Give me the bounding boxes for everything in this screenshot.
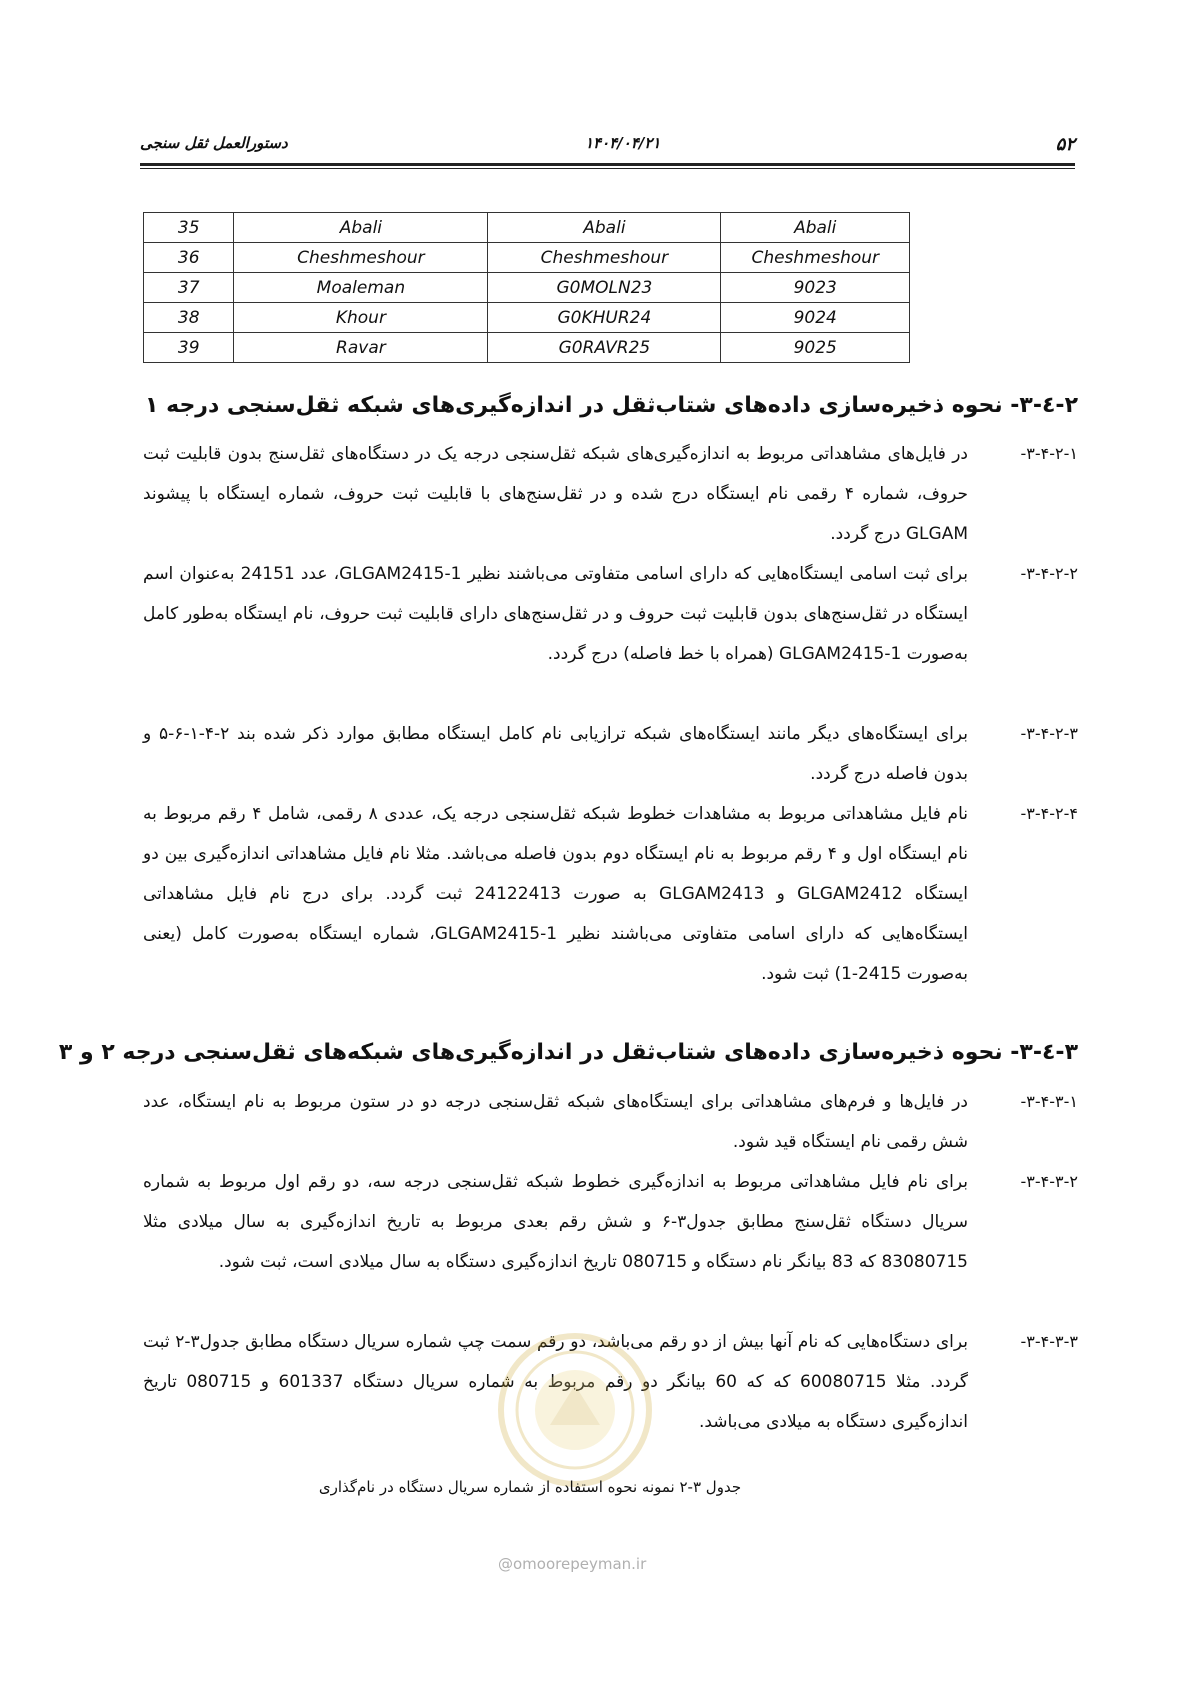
table-cell: Abali [721,213,910,243]
table-row [144,303,910,333]
header-rule-thick [140,163,1075,166]
table-cell: G0KHUR24 [488,303,721,333]
paragraph-item [143,1162,1078,1282]
table-cell: Cheshmeshour [721,243,910,273]
paragraph-number: ۳-۴-۲-۱- [1020,444,1078,463]
page-number: ۵۲ [1055,134,1075,155]
paragraph-text: در فایل‌های مشاهداتی مربوط به اندازه‌گیری‌های شبکه ثقل‌سنجی درجه یک در دستگاه‌های ثقل‌سنج بدون قابلیت ثبت حروف، شماره ۴ رقمی نام ایستگاه درج شده و در ثقل‌سنج‌های با قابلیت ثبت حروف، شماره ایستگاه با پیشوند GLGAM درج گردد. [143,444,968,544]
table-cell: G0RAVR25 [488,333,721,363]
paragraph-item [143,554,1078,674]
table-cell: Cheshmeshour [234,243,488,273]
paragraph-number: ۳-۴-۲-۴- [1020,804,1078,823]
paragraph-number: ۳-۴-۳-۲- [1020,1172,1078,1191]
paragraph-number: ۳-۴-۳-۱- [1020,1092,1078,1111]
paragraph-text: برای ایستگاه‌های دیگر مانند ایستگاه‌های شبکه ترازیابی نام کامل ایستگاه مطابق موارد ذکر شده بند ۲-۴-۱-۶-۵ و بدون فاصله درج گردد. [143,724,968,784]
table-cell: Khour [234,303,488,333]
table-cell: Cheshmeshour [488,243,721,273]
paragraph-number: ۳-۴-۲-۳- [1020,724,1078,743]
table-row [144,333,910,363]
table-cell: Moaleman [234,273,488,303]
table-cell: 35 [144,213,234,243]
table-cell: 37 [144,273,234,303]
paragraph-item [143,1082,1078,1162]
paragraph-text: برای دستگاه‌هایی که نام آنها بیش از دو رقم می‌باشد، دو رقم سمت چپ شماره سریال دستگاه مطابق جدول۳-۲ ثبت گردد. مثلا 60080715 که که 60 بیانگر دو رقم مربوط به شماره سریال دستگاه 601337 و 080715 تاریخ اندازه‌گیری دستگاه به میلادی می‌باشد. [143,1332,968,1432]
table-cell: 36 [144,243,234,273]
stations-table [143,212,910,363]
table-cell: Ravar [234,333,488,363]
table-row [144,273,910,303]
table-cell: G0MOLN23 [488,273,721,303]
table-cell: 9024 [721,303,910,333]
paragraph-item [143,434,1078,554]
table-cell: Abali [234,213,488,243]
table-cell: 38 [144,303,234,333]
table-caption: جدول ۳-۲ نمونه نحوه استفاده از شماره سریال دستگاه در نام‌گذاری [318,1478,742,1496]
paragraph-number: ۳-۴-۳-۳- [1020,1332,1078,1351]
paragraph-text: نام فایل مشاهداتی مربوط به مشاهدات خطوط شبکه ثقل‌سنجی درجه یک، عددی ۸ رقمی، شامل ۴ رقم مربوط به نام ایستگاه اول و ۴ رقم مربوط به نام ایستگاه دوم بدون فاصله می‌باشد. مثلا نام فایل مشاهداتی اندازه‌گیری بین دو ایستگاه GLGAM2412 و GLGAM2413 به صورت 24122413 ثبت گردد. برای درج نام فایل مشاهداتی ایستگاه‌هایی که دارای اسامی متفاوتی می‌باشند نظیر GLGAM2415-1، شماره ایستگاه به‌صورت کامل (یعنی به‌صورت 2415-1) ثبت شود. [143,804,968,984]
seal-watermark-icon [495,1330,655,1490]
paragraph-text: برای نام فایل مشاهداتی مربوط به اندازه‌گیری خطوط شبکه ثقل‌سنجی درجه سه، دو رقم اول مربوط به شماره سریال دستگاه ثقل‌سنج مطابق جدول۳-۶ و شش رقم بعدی مربوط به تاریخ اندازه‌گیری به سال میلادی مثلا 83080715 که 83 بیانگر نام دستگاه و 080715 تاریخ اندازه‌گیری دستگاه به سال میلادی است، ثبت شود. [143,1172,969,1272]
table-row [144,213,910,243]
section-heading-2: ۳-٤-۳- نحوه ذخیره‌سازی داده‌های شتاب‌ثقل در اندازه‌گیری‌های شبکه‌های ثقل‌سنجی درجه ۲ و ۳ [58,1040,1078,1065]
header-rule-thin [140,168,1075,169]
header-date: ۱۴۰۴/۰۴/۲۱ [585,134,661,152]
table-cell: 9023 [721,273,910,303]
table-cell: 9025 [721,333,910,363]
table-row [144,243,910,273]
watermark-url: @omoorepeyman.ir [498,1555,647,1573]
page-header [140,128,1075,162]
paragraph-item [143,794,1078,994]
section-heading-1: ۲-٤-۳- نحوه ذخیره‌سازی داده‌های شتاب‌ثقل در اندازه‌گیری‌های شبکه ثقل‌سنجی درجه ۱ [145,393,1078,418]
paragraph-number: ۳-۴-۲-۲- [1020,564,1078,583]
paragraph-text: برای ثبت اسامی ایستگاه‌هایی که دارای اسامی متفاوتی می‌باشند نظیر GLGAM2415-1، عدد 24151 به‌عنوان اسم ایستگاه در ثقل‌سنج‌های بدون قابلیت ثبت حروف و در ثقل‌سنج‌های دارای قابلیت ثبت حروف، نام ایستگاه به‌طور کامل به‌صورت GLGAM2415-1 (همراه با خط فاصله) درج گردد. [143,564,969,664]
table-cell: Abali [488,213,721,243]
paragraph-text: در فایل‌ها و فرم‌های مشاهداتی برای ایستگاه‌های شبکه ثقل‌سنجی درجه دو در ستون مربوط به نام ایستگاه، عدد شش رقمی نام ایستگاه قید شود. [143,1092,968,1152]
document-title: دستورالعمل ثقل سنجی [140,134,288,152]
paragraph-item [143,714,1078,794]
table-cell: 39 [144,333,234,363]
